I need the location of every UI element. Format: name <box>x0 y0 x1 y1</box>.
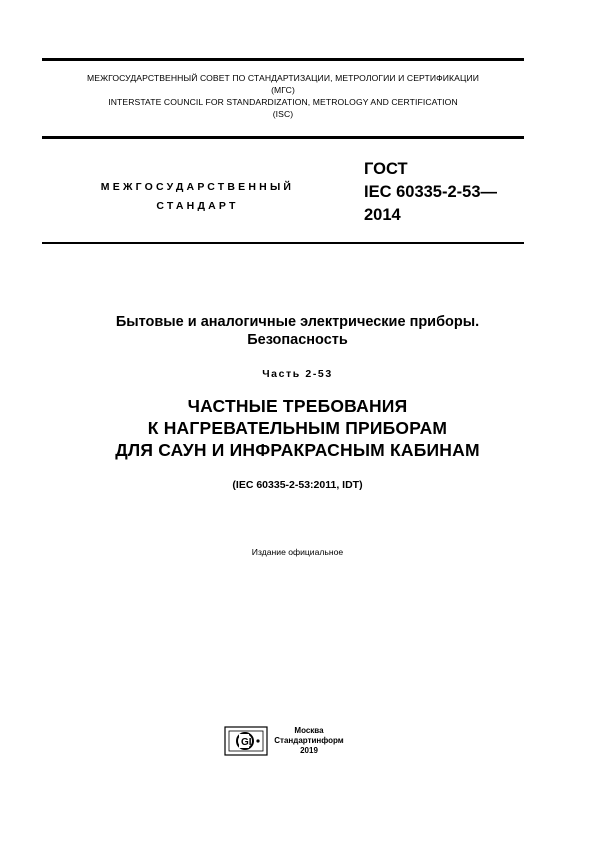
standard-type-line2: СТАНДАРТ <box>156 200 239 212</box>
publisher-name: Стандартинформ <box>274 736 344 745</box>
subtitle-line1: ЧАСТНЫЕ ТРЕБОВАНИЯ <box>187 396 408 416</box>
lower-rule <box>42 242 524 244</box>
iec-reference: (IEC 60335-2-53:2011, IDT) <box>232 479 363 491</box>
svg-text:GI: GI <box>241 737 252 748</box>
edition-label: Издание официальное <box>251 547 344 557</box>
part-label: Часть 2-53 <box>262 368 333 380</box>
title-line2: Безопасность <box>247 332 348 348</box>
document-subtitle <box>20 395 575 463</box>
middle-rule <box>42 136 524 139</box>
standard-designation <box>364 158 497 227</box>
council-name-en: INTERSTATE COUNCIL FOR STANDARDIZATION, METROLOGY AND CERTIFICATION <box>108 97 458 107</box>
standard-type <box>60 178 335 216</box>
council-name-ru: МЕЖГОСУДАРСТВЕННЫЙ СОВЕТ ПО СТАНДАРТИЗАЦИИ, МЕТРОЛОГИИ И СЕРТИФИКАЦИИ <box>86 73 479 83</box>
designation-line3: 2014 <box>364 206 401 224</box>
publisher-info <box>268 726 350 756</box>
council-abbr-ru: (МГС) <box>271 85 295 95</box>
subtitle-line2: К НАГРЕВАТЕЛЬНЫМ ПРИБОРАМ <box>147 418 448 438</box>
council-header <box>42 72 524 120</box>
publisher-year: 2019 <box>300 746 318 755</box>
top-rule <box>42 58 524 61</box>
document-title <box>20 313 575 349</box>
title-line1: Бытовые и аналогичные электрические приборы. <box>115 314 480 330</box>
subtitle-line3-text: ДЛЯ САУН И ИНФРАКРАСНЫМ КАБИНАМ <box>115 440 480 460</box>
standard-type-line1: МЕЖГОСУДАРСТВЕННЫЙ <box>100 181 295 193</box>
subtitle-line3 <box>20 439 575 463</box>
council-abbr-en: (ISC) <box>272 109 294 119</box>
publisher-city: Москва <box>294 726 324 735</box>
standartinform-logo-icon <box>224 726 268 756</box>
designation-line1: ГОСТ <box>364 160 408 178</box>
designation-line2: IEC 60335-2-53— <box>364 183 497 201</box>
